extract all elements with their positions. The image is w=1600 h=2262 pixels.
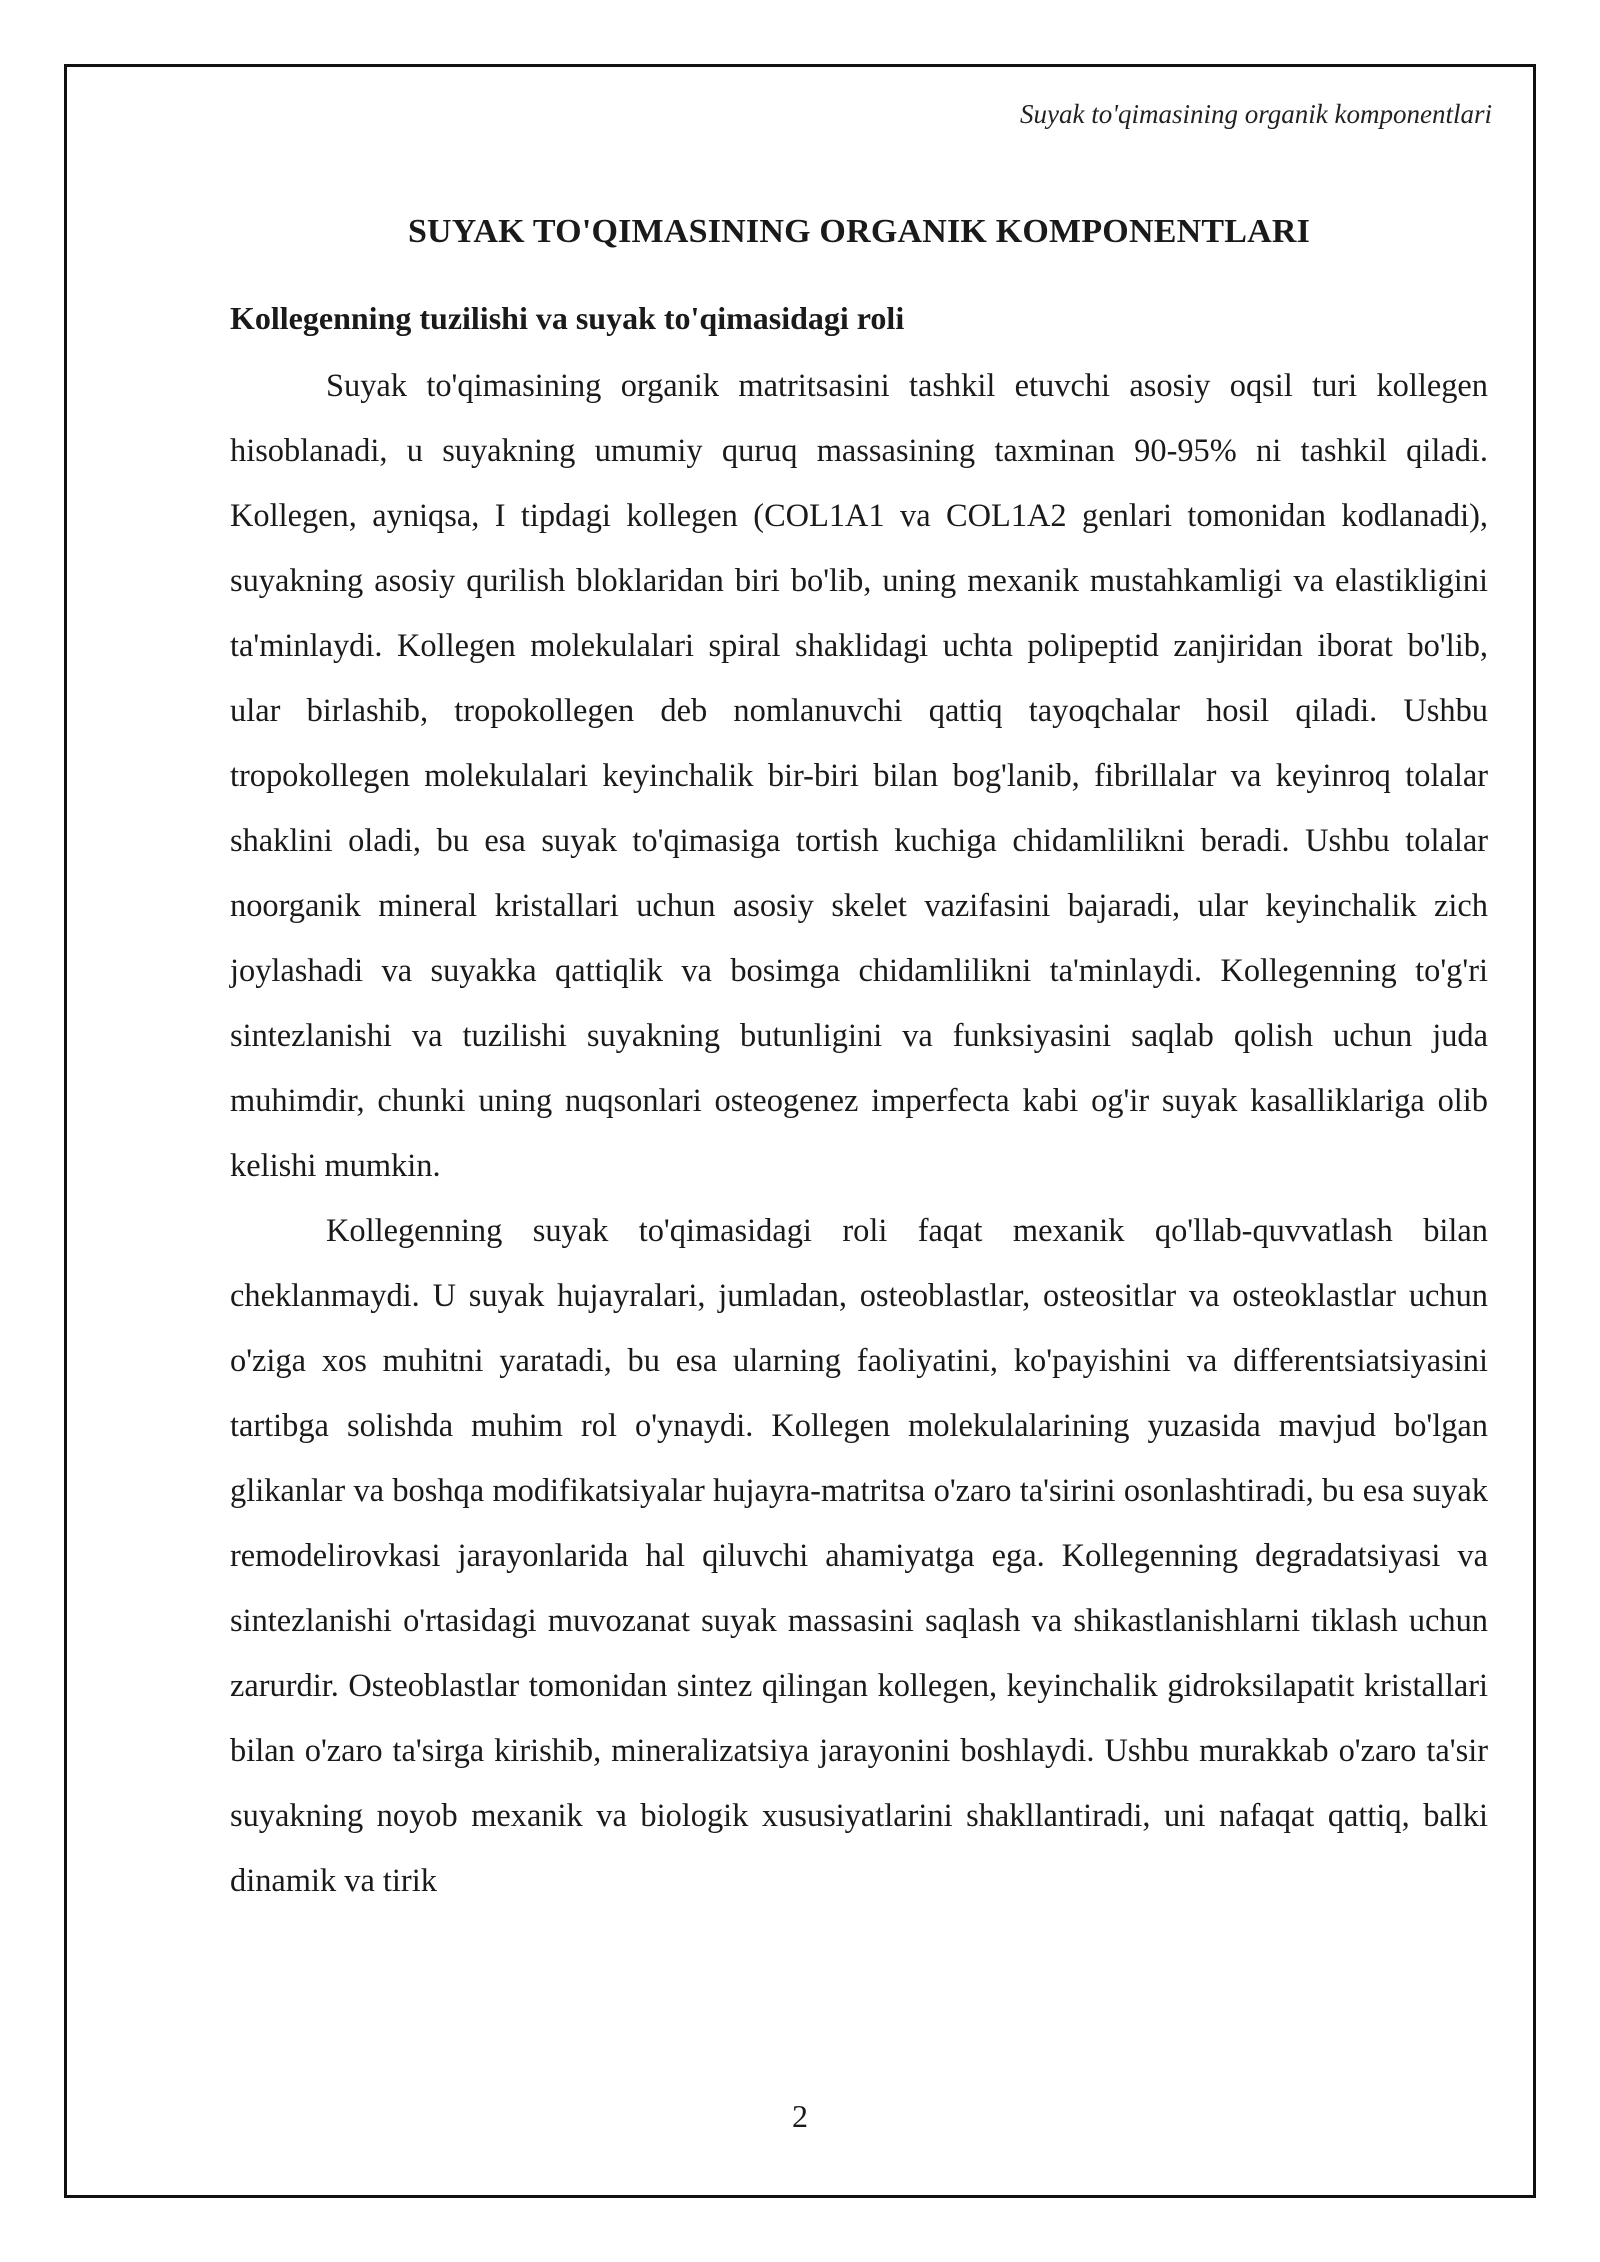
document-title: SUYAK TO'QIMASINING ORGANIK KOMPONENTLARI [407,213,1311,250]
running-header: Suyak to'qimasining organik komponentlari [1020,99,1492,129]
page-number: 2 [792,2098,808,2134]
body-paragraph: Suyak to'qimasining organik matritsasini tashkil etuvchi asosiy oqsil turi kollegen hisoblanadi, u suyakning umumiy quruq massasining taxminan 90-95% ni tashkil qiladi. Kollegen, ayniqsa, I tipdagi kollegen (COL1A1 va COL1A2 genlari tomonidan kodlanadi), suyakning asosiy qurilish bloklaridan biri bo'lib, uning mexanik mustahkamligi va elastikligini ta'minlaydi. Kollegen molekulalari spiral shaklidagi uchta polipeptid zanjiridan iborat bo'lib, ular birlashib, tropokollegen deb nomlanuvchi qattiq tayoqchalar hosil qiladi. Ushbu tropokollegen molekulalari keyinchalik bir-biri bilan bog'lanib, fibrillalar va keyinroq tolalar shaklini oladi, bu esa suyak to'qimasiga tortish kuchiga chidamlilikni beradi. Ushbu tolalar noorganik mineral kristallari uchun asosiy skelet vazifasini bajaradi, ular keyinchalik zich joylashadi va suyakka qattiqlik va bosimga chidamlilikni ta'minlaydi. Kollegenning to'g'ri sintezlanishi va tuzilishi suyakning butunligini va funksiyasini saqlab qolish uchun juda muhimdir, chunki uning nuqsonlari osteogenez imperfecta kabi og'ir suyak kasalliklariga olib kelishi mumkin. [230,368,1488,1184]
section-heading: Kollegenning tuzilishi va suyak to'qimasidagi roli [230,300,905,336]
page-content [230,210,1488,1914]
body-paragraph: Kollegenning suyak to'qimasidagi roli faqat mexanik qo'llab-quvvatlash bilan cheklanmaydi. U suyak hujayralari, jumladan, osteoblastlar, osteositlar va osteoklastlar uchun o'ziga xos muhitni yaratadi, bu esa ularning faoliyatini, ko'payishini va differentsiatsiyasini tartibga solishda muhim rol o'ynaydi. Kollegen molekulalarining yuzasida mavjud bo'lgan glikanlar va boshqa modifikatsiyalar hujayra-matritsa o'zaro ta'sirini osonlashtiradi, bu esa suyak remodelirovkasi jarayonlarida hal qiluvchi ahamiyatga ega. Kollegenning degradatsiyasi va sintezlanishi o'rtasidagi muvozanat suyak massasini saqlash va shikastlanishlarni tiklash uchun zarurdir. Osteoblastlar tomonidan sintez qilingan kollegen, keyinchalik gidroksilapatit kristallari bilan o'zaro ta'sirga kirishib, mineralizatsiya jarayonini boshlaydi. Ushbu murakkab o'zaro ta'sir suyakning noyob mexanik va biologik xususiyatlarini shakllantiradi, uni nafaqat qattiq, balki dinamik va tirik [230,1213,1488,1899]
